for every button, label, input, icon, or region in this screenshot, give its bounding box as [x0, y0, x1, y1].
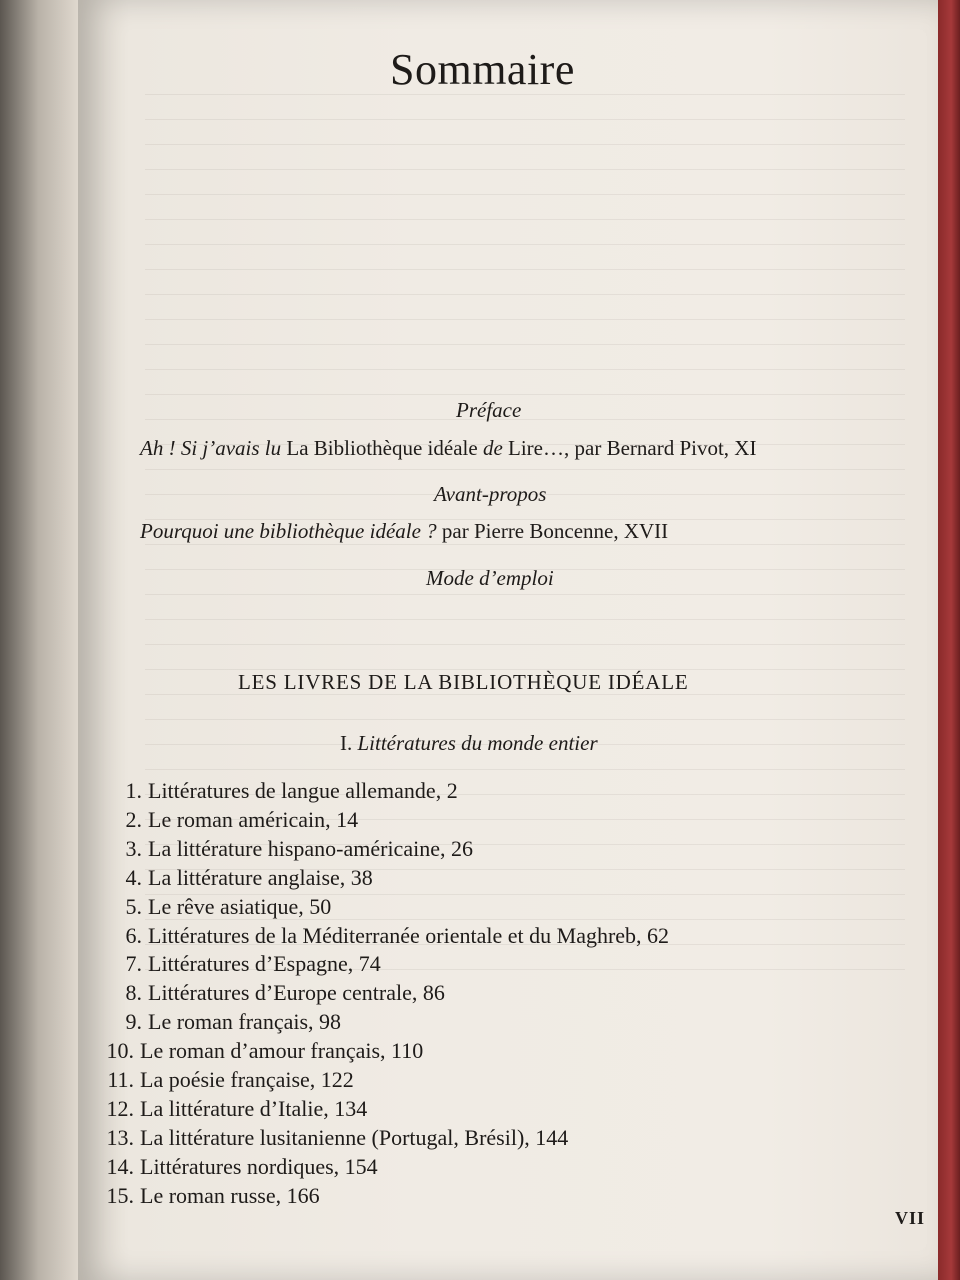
- avant-propos-italic: Pourquoi une bibliothèque idéale ?: [140, 519, 437, 543]
- preface-line: [140, 436, 756, 461]
- toc-entry: [92, 1183, 320, 1209]
- toc-entry-number: 1.: [125, 778, 142, 803]
- part-heading: [340, 731, 598, 756]
- toc-entry-text: Le roman russe, 166: [140, 1182, 320, 1208]
- toc-entry-number: 3.: [125, 835, 142, 861]
- toc-entry-text: La littérature anglaise, 38: [148, 864, 373, 890]
- toc-entry-number: 8.: [125, 980, 142, 1006]
- part-number: I.: [340, 731, 353, 755]
- toc-entry-text: Littératures de la Méditerranée orientale et du Maghreb, 62: [148, 922, 670, 948]
- toc-entry: [100, 778, 458, 804]
- toc-entry-text: La littérature hispano-américaine, 26: [148, 835, 473, 861]
- avant-propos-line: [140, 519, 668, 544]
- toc-entry: [100, 980, 445, 1006]
- red-background-edge: [938, 0, 960, 1280]
- toc-entry: [92, 1067, 354, 1093]
- toc-entry: [100, 836, 473, 862]
- toc-entry-number: 11.: [107, 1067, 134, 1092]
- toc-entry-text: Le rêve asiatique, 50: [148, 893, 332, 919]
- toc-entry-text: Littératures d’Espagne, 74: [148, 951, 381, 977]
- toc-entry-text: La littérature d’Italie, 134: [140, 1095, 368, 1121]
- toc-entry-text: Le roman français, 98: [148, 1009, 342, 1035]
- toc-entry-number: 5.: [125, 893, 142, 919]
- toc-entry: [100, 951, 381, 977]
- toc-entry-text: Littératures de langue allemande, 2: [148, 778, 458, 803]
- preface-author: , par Bernard Pivot, XI: [564, 436, 757, 460]
- toc-entry-number: 13.: [106, 1124, 134, 1150]
- toc-entry: [92, 1154, 378, 1180]
- page-folio: VII: [895, 1208, 926, 1228]
- toc-entry-text: Le roman américain, 14: [148, 806, 359, 832]
- toc-entry-number: 2.: [125, 806, 142, 832]
- toc-entry-number: 7.: [125, 951, 142, 977]
- toc-entry: [100, 1009, 341, 1035]
- toc-entry-number: 12.: [106, 1095, 134, 1121]
- preface-book-title: La Bibliothèque idéale: [286, 436, 478, 460]
- preface-italic-2: de: [477, 436, 509, 460]
- preface-magazine: Lire…: [508, 436, 564, 460]
- toc-entry: [92, 1125, 568, 1151]
- toc-entry-text: Littératures nordiques, 154: [140, 1153, 378, 1179]
- avant-propos-author: par Pierre Boncenne, XVII: [436, 519, 669, 543]
- toc-entry: [92, 1096, 367, 1122]
- preface-heading: Préface: [456, 398, 522, 422]
- toc-entry: [92, 1038, 423, 1064]
- toc-entry-text: Littératures d’Europe centrale, 86: [148, 980, 445, 1006]
- toc-entry-number: 9.: [125, 1009, 142, 1035]
- page-title: Sommaire: [390, 45, 575, 94]
- toc-entry-number: 14.: [106, 1153, 134, 1179]
- toc-entry-number: 15.: [106, 1182, 134, 1208]
- toc-entry: [100, 807, 358, 833]
- section-title: LES LIVRES DE LA BIBLIOTHÈQUE IDÉALE: [238, 670, 689, 694]
- toc-entry-number: 4.: [125, 864, 142, 890]
- toc-entry-text: Le roman d’amour français, 110: [140, 1038, 424, 1064]
- toc-entry-text: La poésie française, 122: [140, 1067, 354, 1092]
- toc-entry-number: 10.: [106, 1038, 134, 1064]
- preface-italic-1: Ah ! Si j’avais lu: [140, 436, 287, 460]
- avant-propos-heading: Avant-propos: [434, 482, 547, 506]
- toc-entry-text: La littérature lusitanienne (Portugal, Brésil), 144: [140, 1124, 569, 1150]
- toc-entry: [100, 865, 373, 891]
- mode-emploi-heading: Mode d’emploi: [426, 566, 554, 590]
- toc-entry-number: 6.: [125, 922, 142, 948]
- toc-entry: [100, 923, 669, 949]
- part-label: Littératures du monde entier: [357, 731, 598, 755]
- toc-entry: [100, 894, 331, 920]
